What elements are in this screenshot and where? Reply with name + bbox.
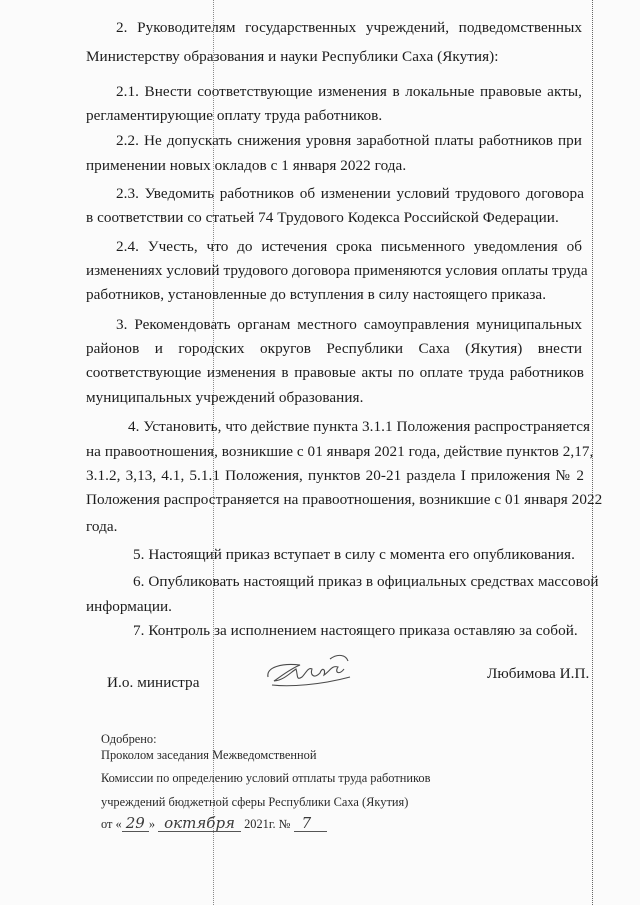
para-2-1-line-1: 2.1. Внести соответствующие изменения в локальные правовые акты,: [116, 83, 582, 100]
approval-line-2: Комиссии по определению условий отплаты труда работников: [101, 771, 431, 785]
para-2-line-1: 2. Руководителям государственных учреждений, подведомственных: [116, 19, 582, 36]
approval-date-day: 29: [122, 816, 149, 832]
para-6-line-1: 6. Опубликовать настоящий приказ в официальных средствах массовой: [133, 573, 599, 590]
approval-date-year: 2021г. №: [240, 817, 294, 831]
para-7-line-1: 7. Контроль за исполнением настоящего приказа оставляю за собой.: [133, 622, 578, 639]
para-2-4-line-3: работников, установленные до вступления в силу настоящего приказа.: [86, 286, 547, 303]
approval-date-month: октября: [158, 816, 241, 832]
approval-date-mid: »: [148, 817, 159, 831]
para-6-line-2: информации.: [86, 598, 173, 615]
para-5-line-1: 5. Настоящий приказ вступает в силу с момента его опубликования.: [133, 546, 575, 563]
para-3-line-2: районов и городских округов Республики Саха (Якутия) внести: [86, 340, 582, 357]
para-2-2-line-1: 2.2. Не допускать снижения уровня заработной платы работников при: [116, 132, 582, 149]
approval-date-prefix: от «: [101, 817, 122, 831]
para-2-4-line-2: изменениях условий трудового договора применяются условия оплаты труда: [86, 262, 588, 279]
para-2-line-2: Министерству образования и науки Республики Саха (Якутия):: [86, 48, 499, 65]
para-2-3-line-2: в соответствии со статьей 74 Трудового Кодекса Российской Федерации.: [86, 209, 559, 226]
para-2-3-line-1: 2.3. Уведомить работников об изменении условий трудового договора: [116, 185, 584, 202]
para-2-4-line-1: 2.4. Учесть, что до истечения срока письменного уведомления об: [116, 238, 582, 255]
para-4-line-1: 4. Установить, что действие пункта 3.1.1 Положения распространяется: [128, 418, 591, 435]
approval-heading: Одобрено:: [101, 732, 157, 746]
approval-line-3: учреждений бюджетной сферы Республики Саха (Якутия): [101, 795, 409, 809]
signatory-position: И.о. министра: [107, 674, 200, 691]
para-3-line-1: 3. Рекомендовать органам местного самоуправления муниципальных: [116, 316, 582, 333]
para-2-2-line-2: применении новых окладов с 1 января 2022 года.: [86, 157, 407, 174]
approval-date-line: [101, 816, 327, 832]
para-2-1-line-2: регламентирующие оплату труда работников.: [86, 107, 383, 124]
signatory-name: Любимова И.П.: [487, 665, 590, 682]
approval-number: 7: [294, 816, 328, 832]
para-4-line-5: года.: [86, 518, 118, 535]
handwritten-signature: [260, 647, 360, 691]
para-4-line-4: Положения распространяется на правоотношения, возникшие с 01 января 2022: [86, 491, 603, 508]
para-4-line-2: на правоотношения, возникшие с 01 января 2021 года, действие пунктов 2,17,: [86, 443, 594, 460]
para-3-line-3: соответствующие изменения в правовые акты по оплате труда работников: [86, 364, 584, 381]
para-3-line-4: муниципальных учреждений образования.: [86, 389, 364, 406]
para-4-line-3: 3.1.2, 3,13, 4.1, 5.1.1 Положения, пунктов 20-21 раздела I приложения № 2: [86, 467, 584, 484]
approval-line-1: Проколом заседания Межведомственной: [101, 748, 317, 762]
